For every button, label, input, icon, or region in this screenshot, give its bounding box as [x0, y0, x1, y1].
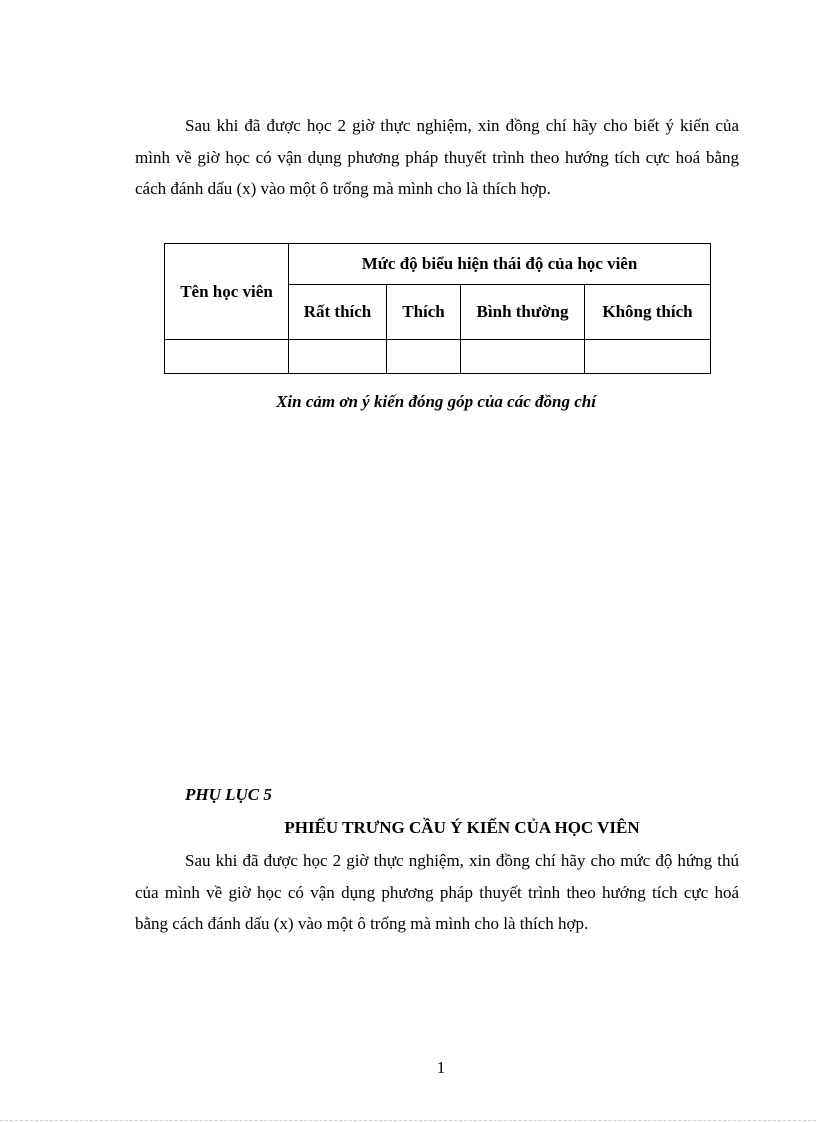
student-name-header: Tên học viên — [165, 244, 289, 340]
column-header-very-like: Rất thích — [289, 285, 387, 340]
table-row — [165, 340, 711, 374]
column-header-neutral: Bình thường — [461, 285, 585, 340]
like-cell — [387, 340, 461, 374]
column-header-dislike: Không thích — [585, 285, 711, 340]
thanks-note: Xin cảm ơn ý kiến đóng góp của các đồng chí — [276, 392, 596, 411]
appendix-label: PHỤ LỤC 5 — [185, 785, 272, 804]
interest-survey-paragraph: Sau khi đã được học 2 giờ thực nghiệm, xin đồng chí hãy cho mức độ hứng thú của mình về giờ học có vận dụng phương pháp thuyết trình theo hướng tích cực hoá bằng cách đánh dấu (x) vào một ô trống mà mình cho là thích hợp. — [135, 851, 739, 933]
attitude-level-header: Mức độ biểu hiện thái độ của học viên — [289, 244, 711, 285]
student-name-cell — [165, 340, 289, 374]
page-number: 1 — [436, 1058, 446, 1077]
form-title: PHIẾU TRƯNG CẦU Ý KIẾN CỦA HỌC VIÊN — [284, 818, 640, 837]
table-header-row — [165, 244, 711, 285]
very-like-cell — [289, 340, 387, 374]
survey-intro-paragraph: Sau khi đã được học 2 giờ thực nghiệm, xin đồng chí hãy cho biết ý kiến của mình về giờ học có vận dụng phương pháp thuyết trình theo hướng tích cực hoá bằng cách đánh dấu (x) vào một ô trống mà mình cho là thích hợp. — [135, 116, 739, 198]
column-header-like: Thích — [387, 285, 461, 340]
page-bottom-divider — [0, 1120, 816, 1121]
neutral-cell — [461, 340, 585, 374]
attitude-survey-table — [164, 243, 711, 374]
dislike-cell — [585, 340, 711, 374]
